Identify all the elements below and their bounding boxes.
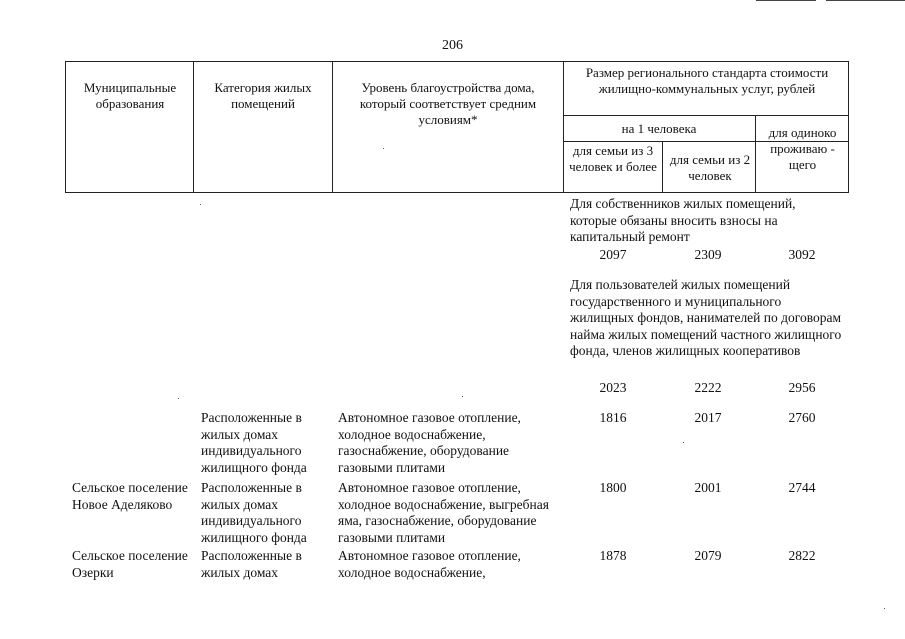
scan-speck <box>683 442 684 443</box>
value-family-2: 2309 <box>694 247 722 262</box>
scan-edge-mark <box>826 0 905 1</box>
column-divider <box>755 115 756 192</box>
scan-speck <box>462 396 463 397</box>
value-single: 2744 <box>788 480 816 495</box>
value-family-2: 2222 <box>694 380 722 395</box>
header-family-2: для семьи из 2 человек <box>669 152 751 183</box>
header-family-3: для семьи из 3 человек и более <box>569 143 657 174</box>
scan-speck <box>178 398 179 399</box>
scan-speck <box>200 204 201 205</box>
value-family-2: 2001 <box>694 480 722 495</box>
row-divider <box>563 115 848 116</box>
row-amenities: Автономное газовое отопление, холодное водоснабжение, выгребная яма, газоснабжение, оборудование газовыми плитами <box>338 480 549 545</box>
section-title: Для пользователей жилых помещений государственного и муниципального жилищных фондов, нанимателей по договорам найма жилых помещений частного жилищного фонда, членов жилищных кооперативов <box>570 277 842 358</box>
scan-speck <box>383 148 384 149</box>
row-municipality: Сельское поселение Озерки <box>72 548 188 580</box>
page-number: 206 <box>442 38 463 53</box>
row-municipality: Сельское поселение Новое Аделяково <box>72 480 188 512</box>
column-divider <box>193 62 194 192</box>
value-family-2: 2017 <box>694 410 722 425</box>
value-single: 2822 <box>788 548 816 563</box>
value-family-3: 1816 <box>599 410 627 425</box>
value-family-3: 1800 <box>599 480 627 495</box>
header-amenities: Уровень благоустройства дома, который соответствует средним условиям* <box>359 80 537 127</box>
column-divider <box>332 62 333 192</box>
value-family-3: 2023 <box>599 380 627 395</box>
row-category: Расположенные в жилых домах индивидуального жилищного фонда <box>201 410 307 475</box>
row-category: Расположенные в жилых домах индивидуального жилищного фонда <box>201 480 307 545</box>
value-single: 3092 <box>788 247 816 262</box>
header-municipality: Муниципальные образования <box>83 80 177 111</box>
value-family-3: 1878 <box>599 548 627 563</box>
header-per-person: на 1 человека <box>621 121 697 136</box>
header-category: Категория жилых помещений <box>214 80 312 111</box>
scan-speck <box>884 608 885 609</box>
value-single: 2760 <box>788 410 816 425</box>
value-single: 2956 <box>788 380 816 395</box>
scan-edge-mark <box>756 0 816 1</box>
row-category: Расположенные в жилых домах <box>201 548 302 580</box>
section-title: Для собственников жилых помещений, которые обязаны вносить взносы на капитальный ремонт <box>570 196 796 244</box>
value-family-2: 2079 <box>694 548 722 563</box>
header-single: для одиноко проживаю - щего <box>768 125 837 172</box>
header-standard-size: Размер регионального стандарта стоимости жилищно-коммунальных услуг, рублей <box>585 65 829 96</box>
column-divider <box>662 141 663 192</box>
row-amenities: Автономное газовое отопление, холодное водоснабжение, <box>338 548 521 580</box>
row-amenities: Автономное газовое отопление, холодное водоснабжение, газоснабжение, оборудование газовыми плитами <box>338 410 521 475</box>
table-header <box>65 61 849 193</box>
value-family-3: 2097 <box>599 247 627 262</box>
